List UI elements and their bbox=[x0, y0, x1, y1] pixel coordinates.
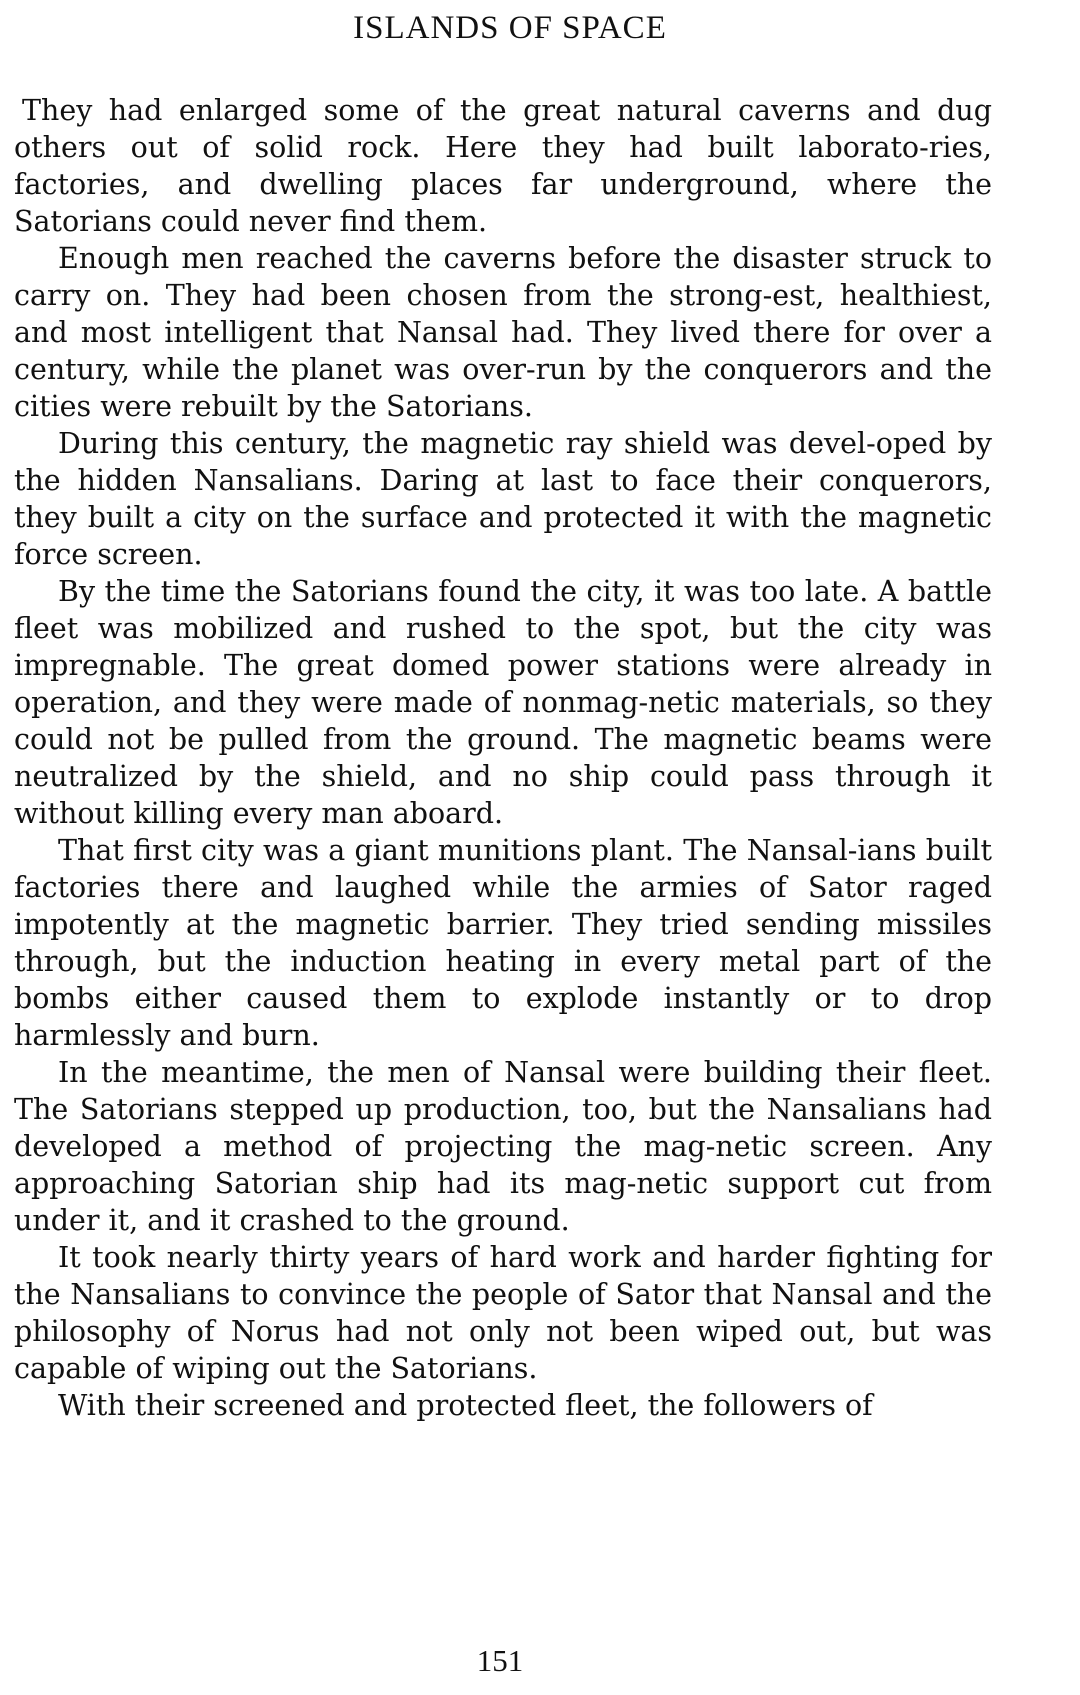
running-title: ISLANDS OF SPACE bbox=[353, 10, 667, 46]
paragraph: By the time the Satorians found the city, it was too late. A battle fleet was mobilized and rushed to the spot, but the city was impregnable. The great domed power stations were already in operation, and they were made of nonmag-netic materials, so they could not be pulled from the ground. The magnetic beams were neutralized by the shield, and no ship could pass through it without killing every man aboard. bbox=[14, 575, 992, 830]
body-text bbox=[14, 92, 992, 1424]
paragraph: It took nearly thirty years of hard work and harder fighting for the Nansalians to convince the people of Sator that Nansal and the philosophy of Norus had not only not been wiped out, but was capable of wiping out the Satorians. bbox=[14, 1241, 992, 1385]
paragraph: Enough men reached the caverns before the disaster struck to carry on. They had been chosen from the strong-est, healthiest, and most intelligent that Nansal had. They lived there for over a century, while the planet was over-run by the conquerors and the cities were rebuilt by the Satorians. bbox=[14, 242, 992, 423]
paragraph: That first city was a giant munitions plant. The Nansal-ians built factories there and laughed while the armies of Sator raged impotently at the magnetic barrier. They tried sending missiles through, but the induction heating in every metal part of the bombs either caused them to explode instantly or to drop harmlessly and burn. bbox=[14, 834, 992, 1052]
paragraph: With their screened and protected fleet, the followers of bbox=[58, 1389, 873, 1422]
page-number: 151 bbox=[476, 1643, 524, 1678]
paragraph: They had enlarged some of the great natural caverns and dug others out of solid rock. Here they had built laborato-ries, factories, and dwelling places far underground, where the Satorians could never find them. bbox=[14, 94, 992, 238]
paragraph: In the meantime, the men of Nansal were building their fleet. The Satorians stepped up production, too, but the Nansalians had developed a method of projecting the mag-netic screen. Any approaching Satorian ship had its mag-netic support cut from under it, and it crashed to the ground. bbox=[14, 1056, 992, 1237]
paragraph: During this century, the magnetic ray shield was devel-oped by the hidden Nansalians. Daring at last to face their conquerors, they built a city on the surface and protected it with the magnetic force screen. bbox=[14, 427, 992, 571]
